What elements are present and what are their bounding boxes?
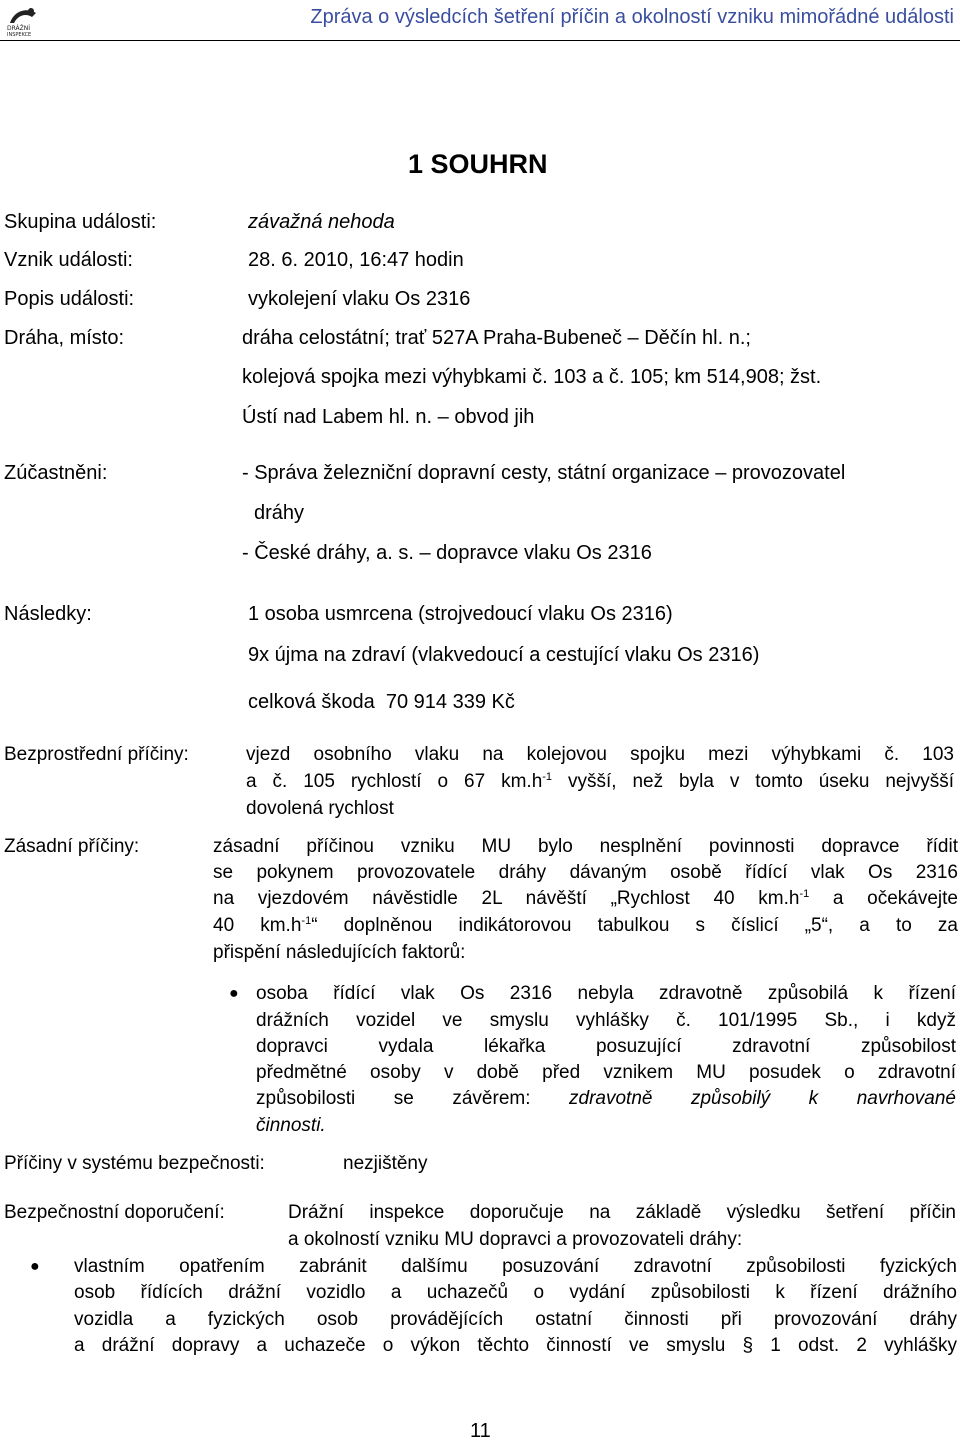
zasadni-bullet-line-2: drážních vozidel ve smyslu vyhlášky č. 101/1995 Sb., i když	[256, 1010, 956, 1031]
doporuceni-line-2: a okolností vzniku MU dopravci a provozovateli dráhy:	[288, 1229, 743, 1250]
nasledky-line-3: celková škoda 70 914 339 Kč	[248, 691, 515, 713]
doporuceni-bullet-line-3: vozidla a fyzických osob provádějících ostatní činnosti při provozování dráhy	[74, 1309, 957, 1330]
doporuceni-bullet: ●	[30, 1258, 40, 1275]
zucastneni-label: Zúčastněni:	[4, 462, 108, 484]
doporuceni-bullet-line-4: a drážní dopravy a uchazeče o výkon těchto činností ve smyslu § 1 odst. 2 vyhlášky	[74, 1335, 957, 1356]
nasledky-line-1: 1 osoba usmrcena (strojvedoucí vlaku Os 2316)	[248, 603, 673, 625]
skupina-value: závažná nehoda	[248, 211, 395, 233]
system-value: nezjištěny	[343, 1153, 428, 1174]
draha-line-1: dráha celostátní; trať 527A Praha-Bubeneč – Děčín hl. n.;	[242, 327, 751, 349]
zasadni-bullet-line-5: způsobilosti se závěrem: zdravotně způsobilý k navrhované	[256, 1088, 956, 1109]
svg-text:INSPEKCE: INSPEKCE	[7, 32, 32, 37]
zasadni-bullet-line-3: dopravci vydala lékařka posuzující zdravotní způsobilost	[256, 1036, 956, 1057]
vznik-label: Vznik události:	[4, 249, 133, 271]
section-title: 1 SOUHRN	[408, 149, 548, 179]
zasadni-line-2: se pokynem provozovatele dráhy dávaným osobě řídící vlak Os 2316	[213, 862, 958, 883]
zasadni-line-3: na vjezdovém návěstidle 2L návěští „Rychlost 40 $km.h^{-1}$ a očekávejte	[213, 888, 958, 909]
doporuceni-label: Bezpečnostní doporučení:	[4, 1202, 225, 1223]
bezprostredni-line-3: dovolená rychlost	[246, 798, 394, 819]
draha-line-3: Ústí nad Labem hl. n. – obvod jih	[242, 406, 535, 428]
nasledky-label: Následky:	[4, 603, 92, 625]
zasadni-label: Zásadní příčiny:	[4, 836, 140, 857]
zasadni-line-1: zásadní příčinou vzniku MU bylo nesplnění povinnosti dopravce řídit	[213, 836, 958, 857]
bezprostredni-label: Bezprostřední příčiny:	[4, 744, 189, 765]
system-label: Příčiny v systému bezpečnosti:	[4, 1153, 265, 1174]
zasadni-bullet: ●	[229, 985, 239, 1002]
zasadni-line-4: 40 $km.h^{-1}“$ doplněnou indikátorovou tabulkou s číslicí „5“, a to za	[213, 915, 958, 936]
header-divider	[0, 40, 960, 41]
vznik-value: 28. 6. 2010, 16:47 hodin	[248, 249, 464, 271]
bezprostredni-line-1: vjezd osobního vlaku na kolejovou spojku mezi výhybkami č. 103	[246, 744, 954, 765]
popis-label: Popis události:	[4, 288, 135, 310]
doporuceni-line-1: Drážní inspekce doporučuje na základě výsledku šetření příčin	[288, 1202, 956, 1223]
bezprostredni-line-2: a č. 105 rychlostí o 67 $km.h^{-1}$ vyšší, než byla v tomto úseku nejvyšší	[246, 771, 954, 792]
zucastneni-line-1: - Správa železniční dopravní cesty, státní organizace – provozovatel	[242, 462, 846, 484]
nasledky-line-2: 9x újma na zdraví (vlakvedoucí a cestující vlaku Os 2316)	[248, 644, 760, 666]
doporuceni-bullet-line-2: osob řídících drážní vozidlo a uchazečů o vydání způsobilosti k řízení drážního	[74, 1282, 957, 1303]
zasadni-bullet-line-1: osoba řídící vlak Os 2316 nebyla zdravotně způsobilá k řízení	[256, 983, 956, 1004]
zasadni-bullet-line-6: činnosti.	[256, 1115, 326, 1136]
header-title: Zpráva o výsledcích šetření příčin a okolností vzniku mimořádné události	[310, 6, 954, 28]
draha-label: Dráha, místo:	[4, 327, 125, 349]
zasadni-bullet-line-4: předmětné osoby v době před vznikem MU posudek o zdravotní	[256, 1062, 956, 1083]
page-number: 11	[470, 1420, 491, 1442]
doporuceni-bullet-line-1: vlastním opatřením zabránit dalšímu posuzování zdravotní způsobilosti fyzických	[74, 1256, 957, 1277]
drazni-inspekce-logo	[4, 3, 42, 37]
zucastneni-line-3: - České dráhy, a. s. – dopravce vlaku Os 2316	[242, 542, 652, 564]
svg-text:DRÁŽNÍ: DRÁŽNÍ	[7, 25, 31, 32]
draha-line-2: kolejová spojka mezi výhybkami č. 103 a č. 105; km 514,908; žst.	[242, 366, 822, 388]
zucastneni-line-2: dráhy	[254, 502, 305, 524]
zasadni-line-5: přispění následujících faktorů:	[213, 942, 466, 963]
popis-value: vykolejení vlaku Os 2316	[248, 288, 471, 310]
skupina-label: Skupina události:	[4, 211, 157, 233]
